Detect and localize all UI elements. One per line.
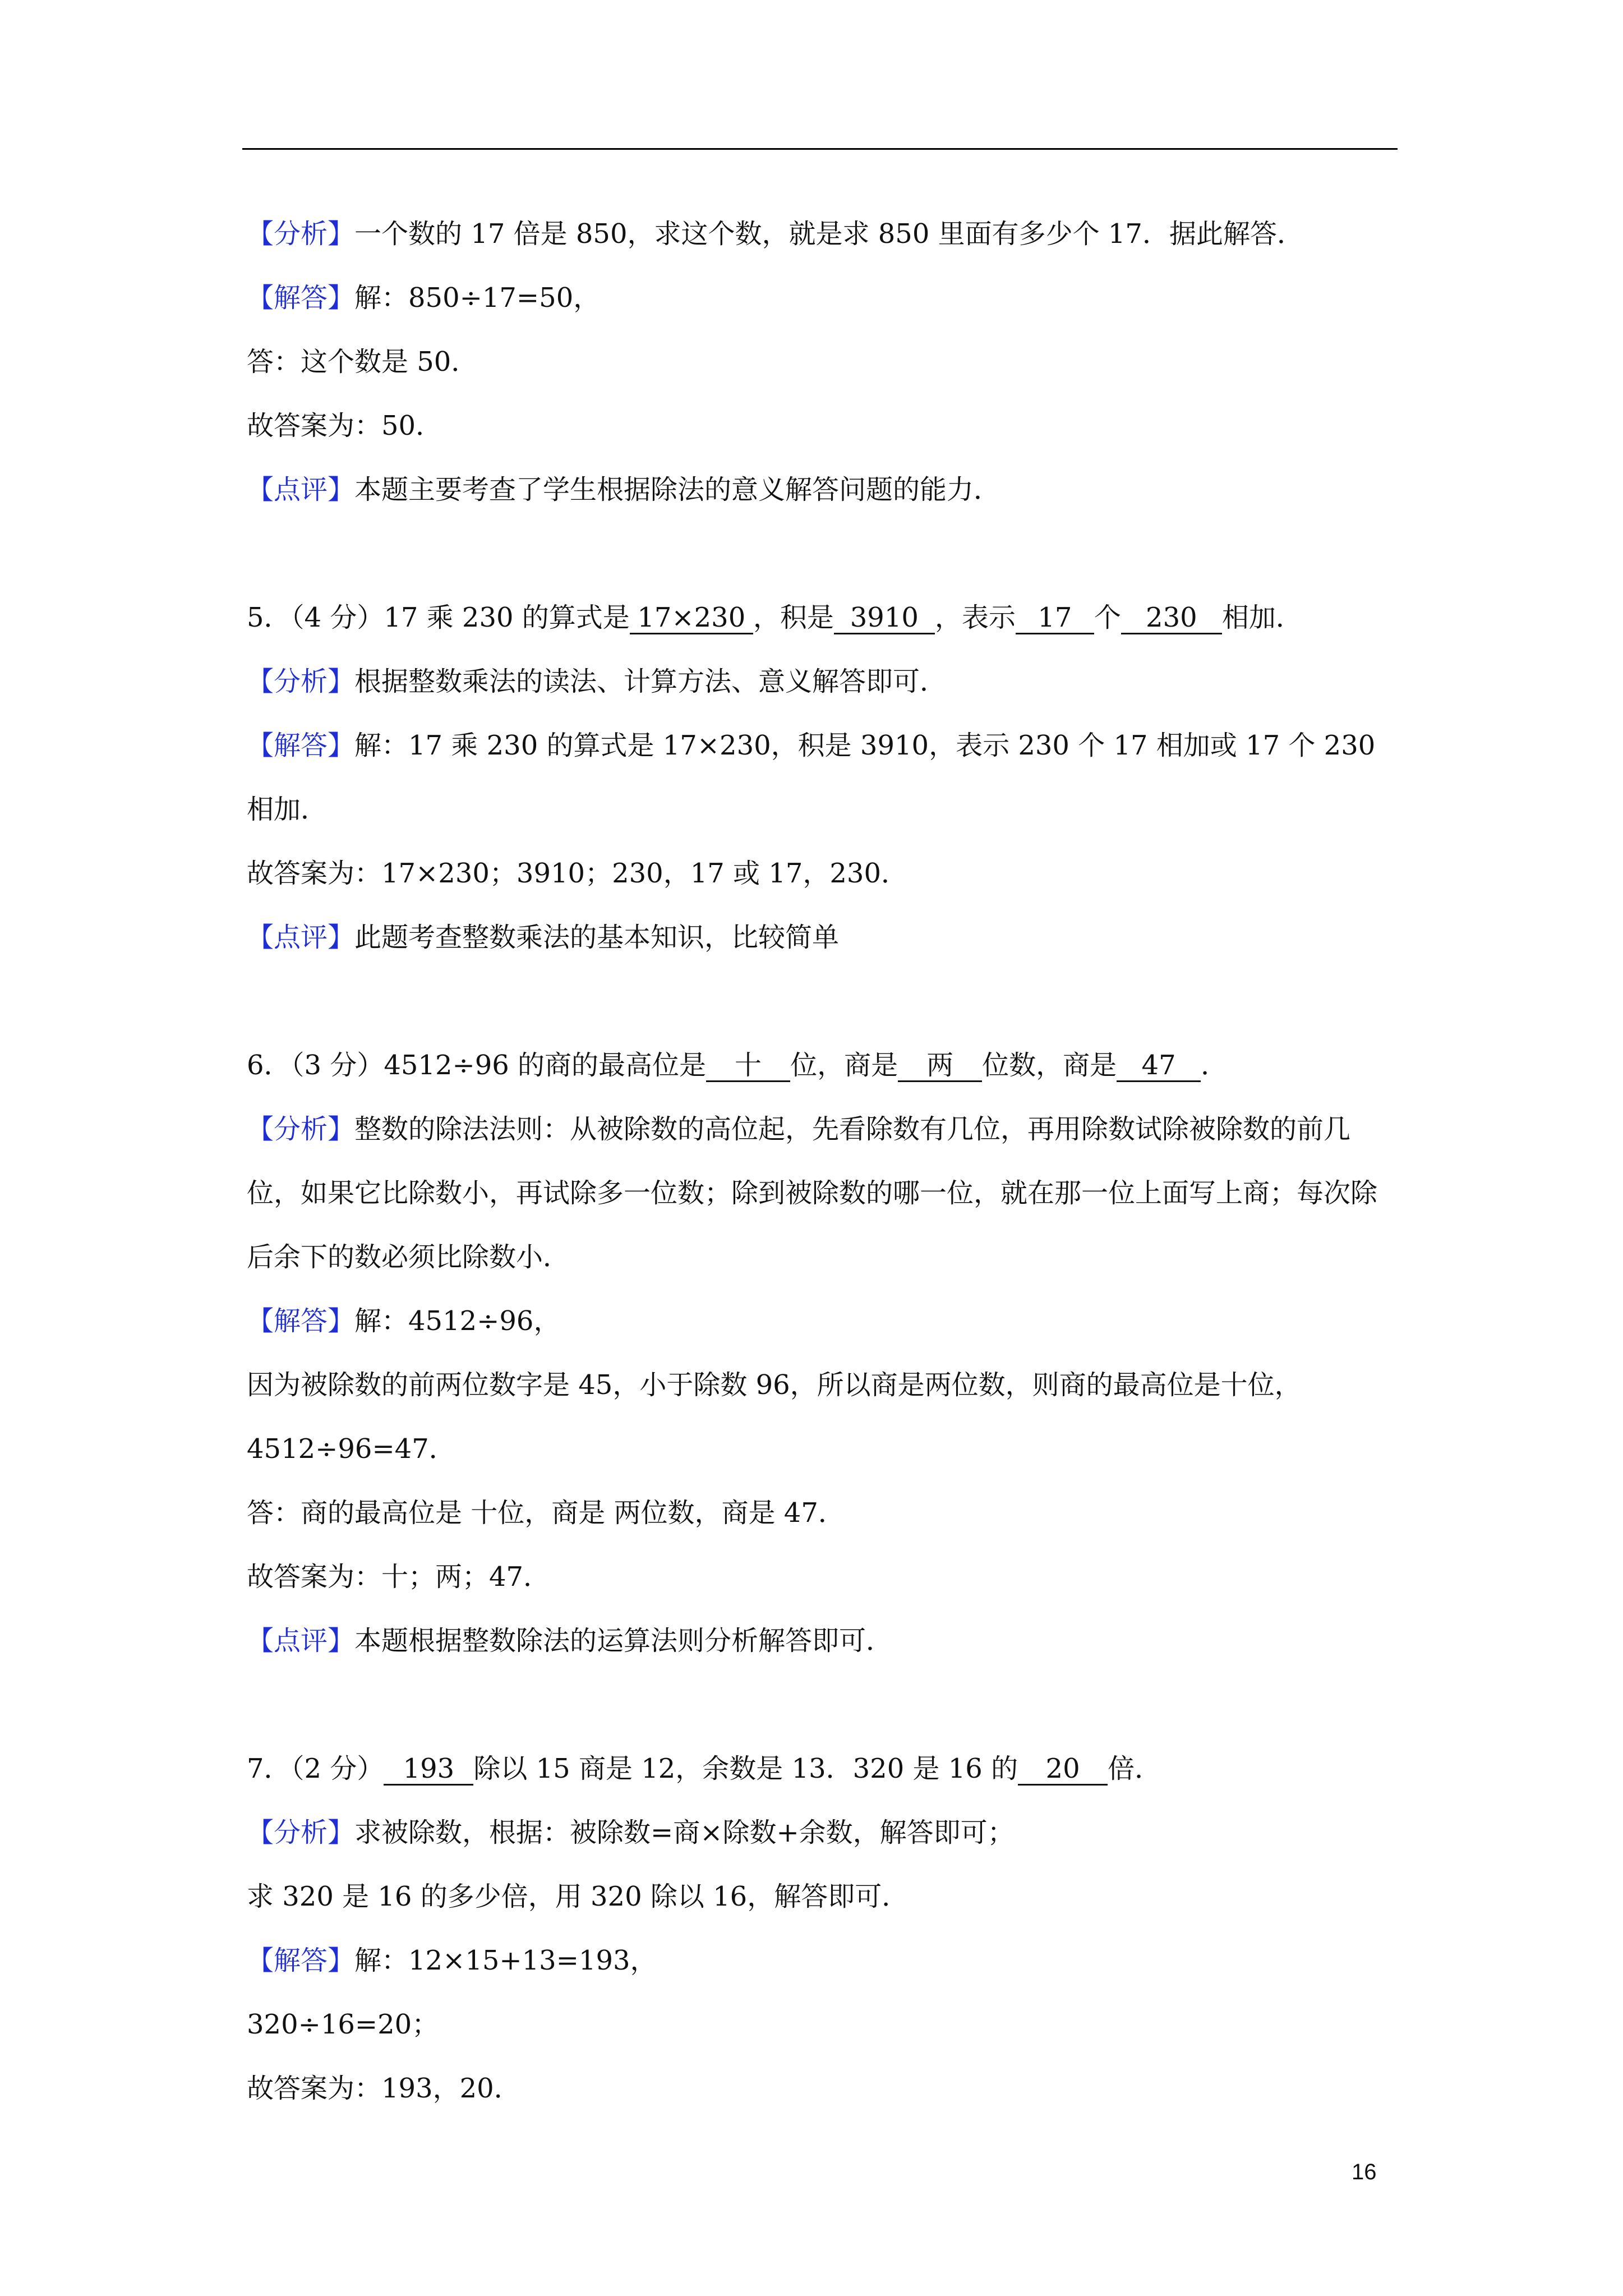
solution-label: 【解答】: [247, 282, 355, 314]
q4-final-answer: 故答案为：50．: [247, 410, 443, 441]
q7-final-answer: 故答案为：193，20．: [247, 2073, 521, 2104]
analysis-label: 【分析】: [247, 218, 355, 250]
q7-solution: 【解答】解：12×15+13=193，: [247, 1945, 657, 1976]
q4-answer: 答：这个数是 50．: [247, 346, 478, 378]
q4-analysis: 【分析】一个数的 17 倍是 850，求这个数，就是求 850 里面有多少个 17．据此解答．: [247, 218, 1304, 250]
q6-comment: 【点评】本题根据整数除法的运算法则分析解答即可．: [247, 1625, 893, 1657]
q5-solution: 【解答】解：17 乘 230 的算式是 17×230，积是 3910，表示 230 个 17 相加或 17 个 230 相加．: [247, 730, 1376, 825]
q5-question: 5．（4 分）17 乘 230 的算式是 17×230 ，积是 3910 ，表示 17 个 230 相加．: [247, 602, 1303, 633]
q7-blank-1: 193: [384, 1754, 473, 1786]
q6-solution-line-3: 4512÷96=47．: [247, 1433, 456, 1465]
q6-final-answer: 故答案为：十；两；47．: [247, 1561, 551, 1593]
comment-label: 【点评】: [247, 922, 355, 953]
analysis-label: 【分析】: [247, 666, 355, 697]
q4-comment: 【点评】本题主要考查了学生根据除法的意义解答问题的能力．: [247, 474, 1001, 505]
q7-blank-2: 20: [1018, 1754, 1108, 1786]
q7-solution-line-2: 320÷16=20；: [247, 2009, 439, 2040]
q5-blank-1: 17×230: [630, 602, 753, 634]
q6-blank-1: 十: [706, 1050, 790, 1082]
q5-blank-4: 230: [1121, 602, 1222, 634]
q6-answer: 答：商的最高位是 十位，商是 两位数，商是 47．: [247, 1497, 845, 1529]
solution-label: 【解答】: [247, 1305, 355, 1337]
q6-blank-3: 47: [1117, 1050, 1201, 1082]
solution-label: 【解答】: [247, 1945, 355, 1976]
q7-analysis-line-2: 求 320 是 16 的多少倍，用 320 除以 16，解答即可．: [247, 1881, 909, 1912]
header-rule: [242, 148, 1398, 150]
q6-solution-line-2: 因为被除数的前两位数字是 45，小于除数 96，所以商是两位数，则商的最高位是十位，: [247, 1369, 1302, 1401]
q5-analysis: 【分析】根据整数乘法的读法、计算方法、意义解答即可．: [247, 666, 947, 697]
q5-blank-2: 3910: [834, 602, 935, 634]
page-number: 16: [1352, 2160, 1377, 2184]
q5-comment: 【点评】此题考查整数乘法的基本知识，比较简单: [247, 922, 840, 953]
solution-label: 【解答】: [247, 730, 355, 761]
page-content: [247, 202, 1402, 2120]
comment-label: 【点评】: [247, 1625, 355, 1657]
comment-label: 【点评】: [247, 474, 355, 505]
q6-solution: 【解答】解：4512÷96，: [247, 1305, 561, 1337]
q6-blank-2: 两: [898, 1050, 982, 1082]
analysis-label: 【分析】: [247, 1817, 355, 1848]
q5-final-answer: 故答案为：17×230；3910；230，17 或 17，230．: [247, 858, 908, 889]
q6-analysis: 【分析】整数的除法法则：从被除数的高位起，先看除数有几位，再用除数试除被除数的前几位，如果它比除数小，再试除多一位数；除到被除数的哪一位，就在那一位上面写上商；每次除后余下的数必须比除数小．: [247, 1114, 1378, 1273]
q6-question: 6．（3 分）4512÷96 的商的最高位是 十 位，商是 两 位数，商是 47 ．: [247, 1050, 1228, 1081]
q4-solution: 【解答】解：850÷17=50，: [247, 282, 601, 314]
q7-analysis: 【分析】求被除数，根据：被除数=商×除数+余数，解答即可；: [247, 1817, 1015, 1848]
q7-question: 7．（2 分） 193 除以 15 商是 12，余数是 13．320 是 16 的 20 倍．: [247, 1753, 1162, 1784]
q5-blank-3: 17: [1016, 602, 1094, 634]
analysis-label: 【分析】: [247, 1114, 355, 1145]
